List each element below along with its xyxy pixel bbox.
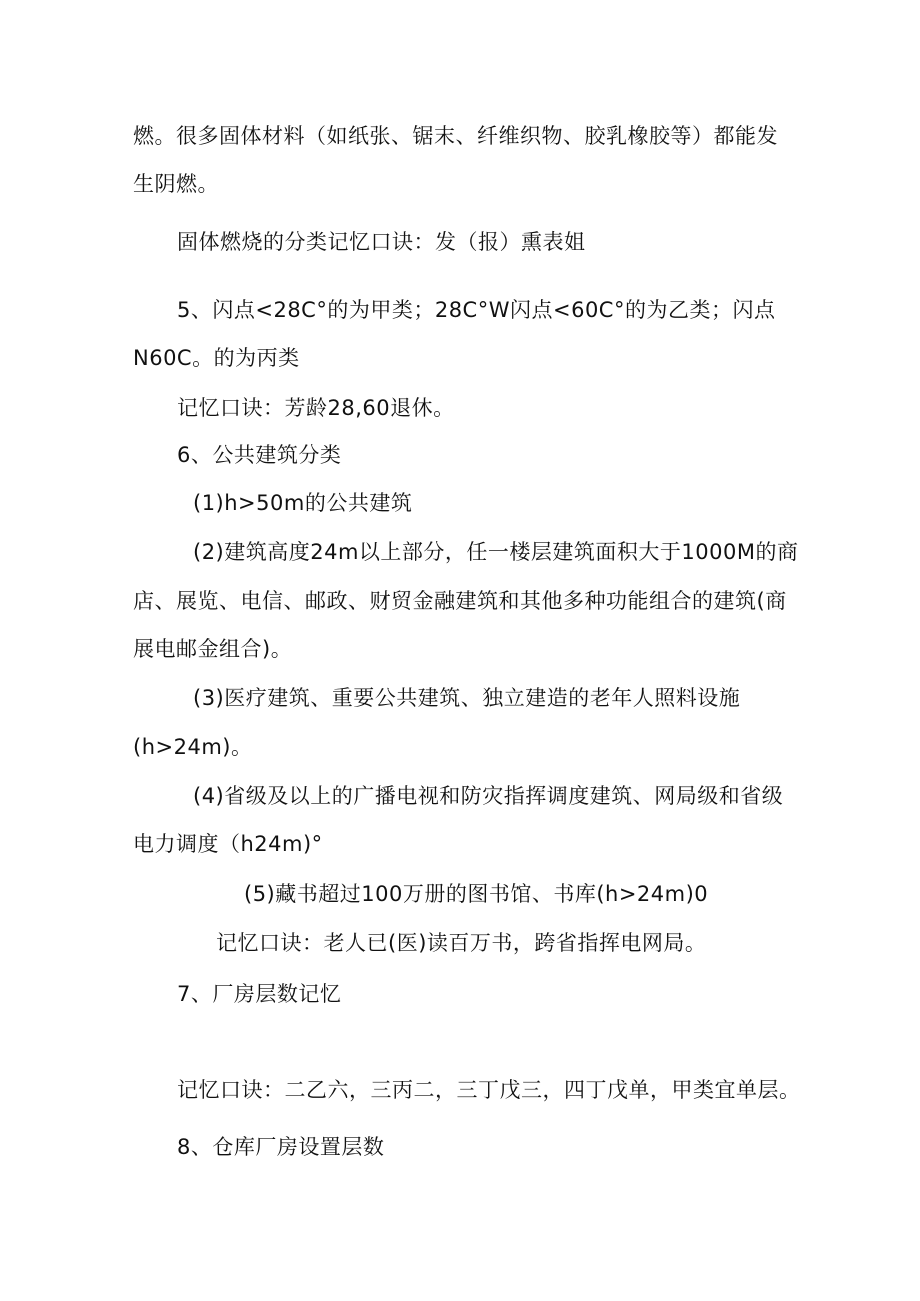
list-item-3: (3)医疗建筑、重要公共建筑、独立建造的老年人照料设施 bbox=[193, 686, 741, 710]
list-item-2: 展电邮金组合)。 bbox=[133, 637, 293, 661]
section-5-line: N60C。的为丙类 bbox=[133, 346, 300, 370]
section-6-heading: 6、公共建筑分类 bbox=[177, 443, 342, 467]
mnemonic-line: 记忆口诀：二乙六，三丙二，三丁戊三，四丁戊单，甲类宜单层。 bbox=[177, 1078, 801, 1102]
list-item-2: (2)建筑高度24m以上部分，任一楼层建筑面积大于1000M的商 bbox=[193, 540, 799, 564]
section-8-heading: 8、仓库厂房设置层数 bbox=[177, 1135, 385, 1159]
mnemonic-line: 记忆口诀：芳龄28,60退休。 bbox=[177, 396, 455, 420]
list-item-4: (4)省级及以上的广播电视和防灾指挥调度建筑、网局级和省级 bbox=[193, 784, 784, 808]
mnemonic-line: 记忆口诀：老人已(医)读百万书，跨省指挥电网局。 bbox=[216, 931, 707, 955]
section-7-heading: 7、厂房层数记忆 bbox=[177, 982, 342, 1006]
list-item-3: (h>24m)。 bbox=[133, 735, 253, 759]
list-item-1: (1)h>50m的公共建筑 bbox=[193, 491, 413, 515]
paragraph-line: 燃。很多固体材料（如纸张、锯末、纤维织物、胶乳橡胶等）都能发 bbox=[133, 124, 778, 148]
section-5-line: 5、闪点<28C°的为甲类；28C°W闪点<60C°的为乙类；闪点 bbox=[177, 298, 776, 322]
list-item-4: 电力调度（h24m)° bbox=[133, 832, 323, 856]
list-item-2: 店、展览、电信、邮政、财贸金融建筑和其他多种功能组合的建筑(商 bbox=[133, 589, 787, 613]
list-item-5: (5)藏书超过100万册的图书馆、书库(h>24m)0 bbox=[244, 882, 709, 906]
mnemonic-line: 固体燃烧的分类记忆口诀：发（报）熏表姐 bbox=[177, 230, 586, 254]
paragraph-line: 生阴燃。 bbox=[133, 172, 219, 196]
